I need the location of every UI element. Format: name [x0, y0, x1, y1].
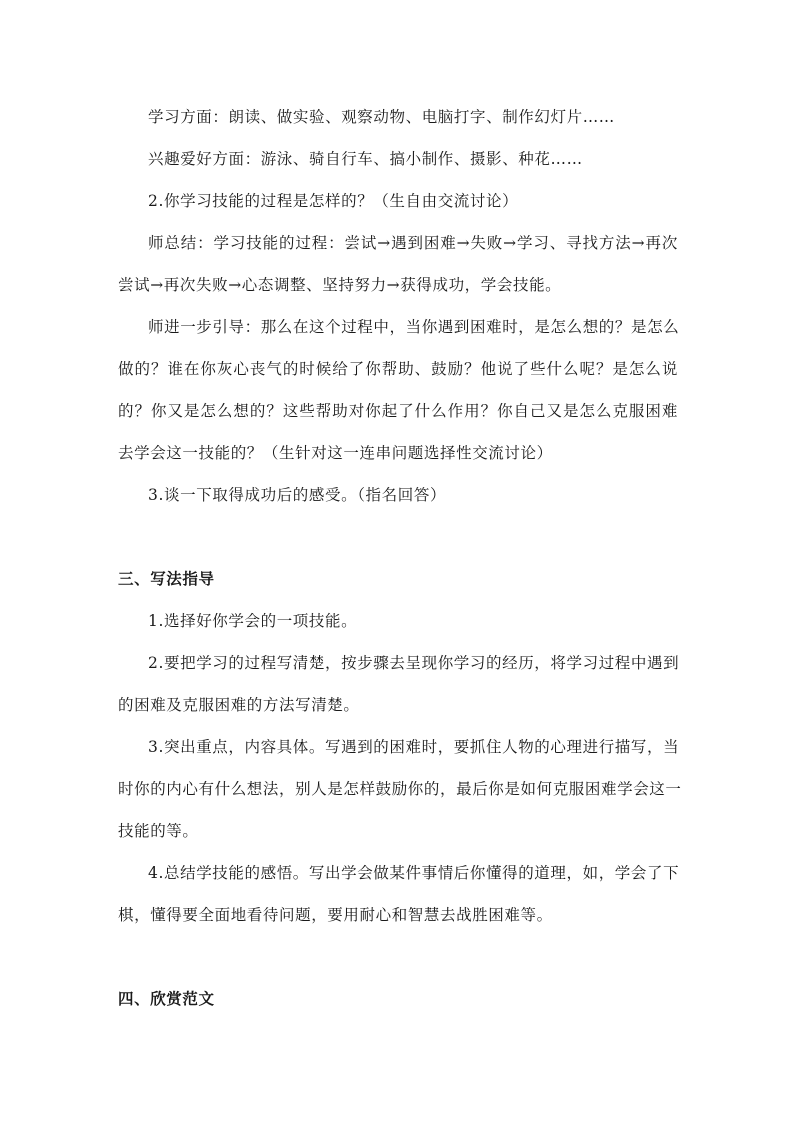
teacher-summary-line-1: 师总结：学习技能的过程：尝试→遇到困难→失败→学习、寻找方法→再次: [148, 234, 678, 252]
section-4-heading: 四、欣赏范文: [118, 989, 215, 1008]
writing-tip-4-line-2: 棋，懂得要全面地看待问题，要用耐心和智慧去战胜困难等。: [118, 906, 553, 924]
writing-tip-4-line-1: 4.总结学技能的感悟。写出学会做某件事情后你懂得的道理，如，学会了下: [148, 864, 680, 882]
question-3: 3.谈一下取得成功后的感受。（指名回答）: [148, 486, 447, 504]
writing-tip-3-line-1: 3.突出重点，内容具体。写遇到的困难时，要抓住人物的心理进行描写，当: [148, 738, 680, 756]
hobby-aspect-line: 兴趣爱好方面：游泳、骑自行车、搞小制作、摄影、种花……: [148, 150, 583, 168]
teacher-guide-line-3: 的？你又是怎么想的？这些帮助对你起了什么作用？你自己又是怎么克服困难: [118, 402, 678, 420]
teacher-guide-line-2: 做的？谁在你灰心丧气的时候给了你帮助、鼓励？他说了些什么呢？是怎么说: [118, 360, 678, 378]
writing-tip-2-line-2: 的困难及克服困难的方法写清楚。: [118, 696, 360, 714]
writing-tip-3-line-3: 技能的等。: [118, 822, 199, 840]
writing-tip-2-line-1: 2.要把学习的过程写清楚，按步骤去呈现你学习的经历，将学习过程中遇到: [148, 654, 680, 672]
teacher-summary-line-2: 尝试→再次失败→心态调整、坚持努力→获得成功，学会技能。: [118, 276, 562, 294]
teacher-guide-line-4: 去学会这一技能的？（生针对这一连串问题选择性交流讨论）: [118, 444, 553, 462]
writing-tip-1: 1.选择好你学会的一项技能。: [148, 612, 358, 630]
teacher-guide-line-1: 师进一步引导：那么在这个过程中，当你遇到困难时，是怎么想的？是怎么: [148, 318, 680, 336]
question-2: 2.你学习技能的过程是怎样的？（生自由交流讨论）: [148, 192, 519, 210]
section-3-heading: 三、写法指导: [118, 569, 215, 588]
writing-tip-3-line-2: 时你的内心有什么想法，别人是怎样鼓励你的，最后你是如何克服困难学会这一: [118, 780, 682, 798]
study-aspect-line: 学习方面：朗读、做实验、观察动物、电脑打字、制作幻灯片……: [148, 108, 615, 126]
